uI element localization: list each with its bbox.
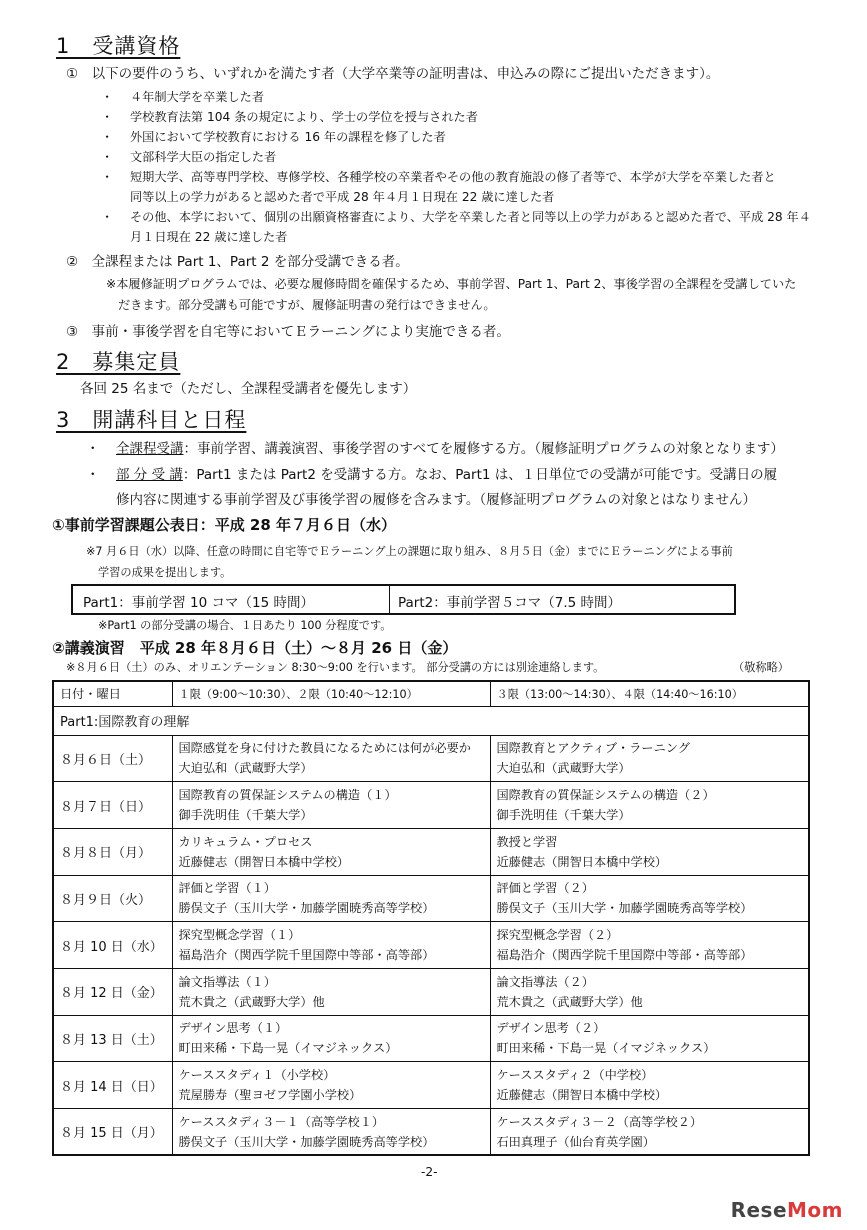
lecture-note: ※８月６日（土）のみ、オリエンテーション 8:30～9:00 を行います。 部分受講の方には別途連絡します。 <box>66 661 605 674</box>
bullet-dot: ・ <box>101 150 114 164</box>
morning-cell <box>172 782 490 829</box>
table-row <box>53 735 809 782</box>
resemom-watermark-logo <box>731 1198 843 1222</box>
partial-course-text: ：Part1 または Part2 を受講する方。なお、Part1 は、１日単位での受講が可能です。受講日の履 <box>182 467 778 483</box>
partial-course-line <box>116 463 777 483</box>
part-title-row <box>53 706 809 735</box>
list-item: 文部科学大臣の指定した者 <box>130 150 277 164</box>
session-title: ケーススタディ１（小学校） <box>178 1068 336 1083</box>
requirement-2: ② 全課程または Part 1、Part 2 を部分受講できる者。 <box>66 254 409 270</box>
morning-cell <box>172 735 490 782</box>
pre-study-heading: ①事前学習課題公表日：平成 28 年７月６日（水） <box>52 516 397 534</box>
list-item: 外国において学校教育における 16 年の課程を修了した者 <box>130 130 446 144</box>
requirement-2-note: ※本履修証明プログラムでは、必要な履修時間を確保するため、事前学習、Part 1、Part 2、事後学習の全課程を受講していた <box>106 277 797 291</box>
session-title: 教授と学習 <box>496 834 558 849</box>
table-row <box>53 1109 809 1156</box>
session-title: カリキュラム・プロセス <box>178 834 313 849</box>
session-teacher: 近藤健志（開智日本橋中学校） <box>178 854 350 869</box>
session-title: デザイン思考（１） <box>178 1021 288 1036</box>
session-teacher: 大迫弘和（武蔵野大学） <box>178 761 313 776</box>
part-title: Part1:国際教育の理解 <box>53 706 809 735</box>
session-teacher: 荒木貴之（武蔵野大学）他 <box>496 994 643 1009</box>
date-text: ８月９日（火） <box>60 892 152 908</box>
page-number: -2- <box>421 1165 438 1179</box>
session-title: 探究型概念学習（２） <box>496 928 619 943</box>
morning-cell <box>172 922 490 969</box>
schedule-table <box>52 680 810 1156</box>
date-cell <box>53 735 172 782</box>
session-title: ケーススタディ２（中学校） <box>496 1068 654 1083</box>
session-teacher: 近藤健志（開智日本橋中学校） <box>496 1088 668 1103</box>
bullet-dot: ・ <box>101 210 114 224</box>
date-cell <box>53 875 172 922</box>
date-text: ８月６日（土） <box>60 752 152 768</box>
requirement-3: ③ 事前・事後学習を自宅等においてＥラーニングにより実施できる者。 <box>66 324 510 340</box>
morning-cell <box>172 1015 490 1062</box>
schedule-rows <box>53 735 809 1155</box>
afternoon-cell <box>490 1109 809 1156</box>
bullet-dot: ・ <box>101 110 114 124</box>
session-teacher: 勝俣文子（玉川大学・加藤学園暁秀高等学校） <box>178 901 435 916</box>
part1-note: ※Part1 の部分受講の場合、１日あたり 100 分程度です。 <box>98 619 392 632</box>
pre-study-note: ※7 月６日（水）以降、任意の時間に自宅等でＥラーニング上の課題に取り組み、８月５日（金）までにＥラーニングによる事前 <box>86 545 733 558</box>
date-text: ８月８日（月） <box>60 846 152 862</box>
session-title: 国際教育とアクティブ・ラーニング <box>496 741 690 756</box>
date-text: ８月 14 日（日） <box>60 1079 163 1095</box>
table-row <box>53 1015 809 1062</box>
session-title: 国際感覚を身に付けた教員になるためには何が必要か <box>178 741 471 756</box>
list-item: 月１日現在 22 歳に達した者 <box>130 230 288 244</box>
afternoon-cell <box>490 828 809 875</box>
session-teacher: 大迫弘和（武蔵野大学） <box>496 761 631 776</box>
table-row <box>53 782 809 829</box>
pre-study-box <box>71 584 736 615</box>
morning-cell <box>172 828 490 875</box>
requirement-1: ① 以下の要件のうち、いずれかを満たす者（大学卒業等の証明書は、申込みの際にご提出いただきます）。 <box>66 66 720 82</box>
part2-pre-study: Part2：事前学習５コマ（7.5 時間） <box>398 595 622 611</box>
morning-cell <box>172 1062 490 1109</box>
partial-course-text-cont: 修内容に関連する事前学習及び事後学習の履修を含みます。（履修証明プログラムの対象とはなりません） <box>116 492 757 508</box>
divider <box>389 586 390 613</box>
morning-cell <box>172 968 490 1015</box>
session-teacher: 勝俣文子（玉川大学・加藤学園暁秀高等学校） <box>496 901 753 916</box>
watermark-prefix: Rese <box>730 1198 788 1222</box>
watermark-suffix: Mom <box>787 1198 843 1222</box>
session-teacher: 勝俣文子（玉川大学・加藤学園暁秀高等学校） <box>178 1134 435 1149</box>
section2-heading: 2 募集定員 <box>56 350 181 374</box>
part1-pre-study: Part1：事前学習 10 コマ（15 時間） <box>83 595 314 611</box>
date-cell <box>53 968 172 1015</box>
session-teacher: 石田真理子（仙台育英学園） <box>496 1134 655 1149</box>
table-row <box>53 828 809 875</box>
session-title: 論文指導法（１） <box>178 974 276 989</box>
session-title: 評価と学習（１） <box>178 881 276 896</box>
capacity-text: 各回 25 名まで（ただし、全課程受講者を優先します） <box>80 381 417 397</box>
full-course-text: ：事前学習、講義演習、事後学習のすべてを履修する方。（履修証明プログラムの対象となります） <box>183 441 784 457</box>
session-teacher: 御手洗明佳（千葉大学） <box>496 808 631 823</box>
session-teacher: 御手洗明佳（千葉大学） <box>178 808 313 823</box>
date-cell <box>53 782 172 829</box>
full-course-label: 全課程受講 <box>116 441 184 457</box>
date-cell <box>53 1062 172 1109</box>
session-title: 探究型概念学習（１） <box>178 928 301 943</box>
session-teacher: 近藤健志（開智日本橋中学校） <box>496 854 668 869</box>
list-item: 同等以上の学力があると認めた者で平成 28 年４月１日現在 22 歳に達した者 <box>130 190 555 204</box>
table-row <box>53 968 809 1015</box>
list-item: ４年制大学を卒業した者 <box>130 90 265 104</box>
list-item: 学校教育法第 104 条の規定により、学士の学位を授与された者 <box>130 110 478 124</box>
bullet-dot: ・ <box>86 467 100 483</box>
session-teacher: 荒屋勝寿（聖ヨゼフ学園小学校） <box>178 1088 362 1103</box>
date-text: ８月 12 日（金） <box>60 986 163 1002</box>
afternoon-cell <box>490 1015 809 1062</box>
date-text: ８月７日（日） <box>60 799 152 815</box>
list-item: 短期大学、高等専門学校、専修学校、各種学校の卒業者やその他の教育施設の修了者等で、本学が大学を卒業した者と <box>130 170 776 184</box>
date-text: ８月 15 日（月） <box>60 1126 163 1142</box>
bullet-dot: ・ <box>101 130 114 144</box>
session-title: デザイン思考（２） <box>496 1021 606 1036</box>
date-cell <box>53 922 172 969</box>
afternoon-cell <box>490 1062 809 1109</box>
session-title: ケーススタディ３－１（高等学校１） <box>178 1114 385 1129</box>
date-text: ８月 10 日（水） <box>60 939 163 955</box>
session-title: 論文指導法（２） <box>496 974 594 989</box>
session-teacher: 町田来稀・下島一晃（イマジネックス） <box>496 1041 716 1056</box>
table-row <box>53 922 809 969</box>
date-cell <box>53 828 172 875</box>
session-title: ケーススタディ３－２（高等学校２） <box>496 1114 703 1129</box>
session-teacher: 荒木貴之（武蔵野大学）他 <box>178 994 325 1009</box>
header-morning: １限（9:00～10:30）、２限（10:40～12:10） <box>172 681 490 706</box>
table-header-row <box>53 681 809 706</box>
pre-study-note-cont: 学習の成果を提出します。 <box>98 566 232 579</box>
morning-cell <box>172 875 490 922</box>
requirement-2-note-cont: だきます。部分受講も可能ですが、履修証明書の発行はできません。 <box>118 298 496 312</box>
afternoon-cell <box>490 782 809 829</box>
table-row <box>53 875 809 922</box>
session-title: 評価と学習（２） <box>496 881 594 896</box>
afternoon-cell <box>490 875 809 922</box>
session-teacher: 町田来稀・下島一晃（イマジネックス） <box>178 1041 398 1056</box>
honorific-note: （敬称略） <box>733 661 789 674</box>
table-row <box>53 1062 809 1109</box>
header-afternoon: ３限（13:00～14:30）、４限（14:40～16:10） <box>490 681 809 706</box>
section3-heading: 3 開講科目と日程 <box>56 408 247 432</box>
date-text: ８月 13 日（土） <box>60 1032 163 1048</box>
session-title: 国際教育の質保証システムの構造（１） <box>178 788 397 803</box>
morning-cell <box>172 1109 490 1156</box>
bullet-dot: ・ <box>101 90 114 104</box>
section1-heading: 1 受講資格 <box>56 34 181 58</box>
afternoon-cell <box>490 735 809 782</box>
lecture-heading: ②講義演習 平成 28 年８月６日（土）～８月 26 日（金） <box>52 639 458 657</box>
full-course-line <box>116 437 784 457</box>
partial-course-label: 部 分 受 講 <box>116 467 183 483</box>
session-teacher: 福島浩介（関西学院千里国際中等部・高等部） <box>496 948 753 963</box>
bullet-dot: ・ <box>86 441 100 457</box>
date-cell <box>53 1109 172 1156</box>
session-title: 国際教育の質保証システムの構造（２） <box>496 788 715 803</box>
header-date: 日付・曜日 <box>53 681 172 706</box>
afternoon-cell <box>490 922 809 969</box>
afternoon-cell <box>490 968 809 1015</box>
date-cell <box>53 1015 172 1062</box>
bullet-dot: ・ <box>101 170 114 184</box>
list-item: その他、本学において、個別の出願資格審査により、大学を卒業した者と同等以上の学力があると認めた者で、平成 28 年４ <box>130 210 811 224</box>
session-teacher: 福島浩介（関西学院千里国際中等部・高等部） <box>178 948 435 963</box>
